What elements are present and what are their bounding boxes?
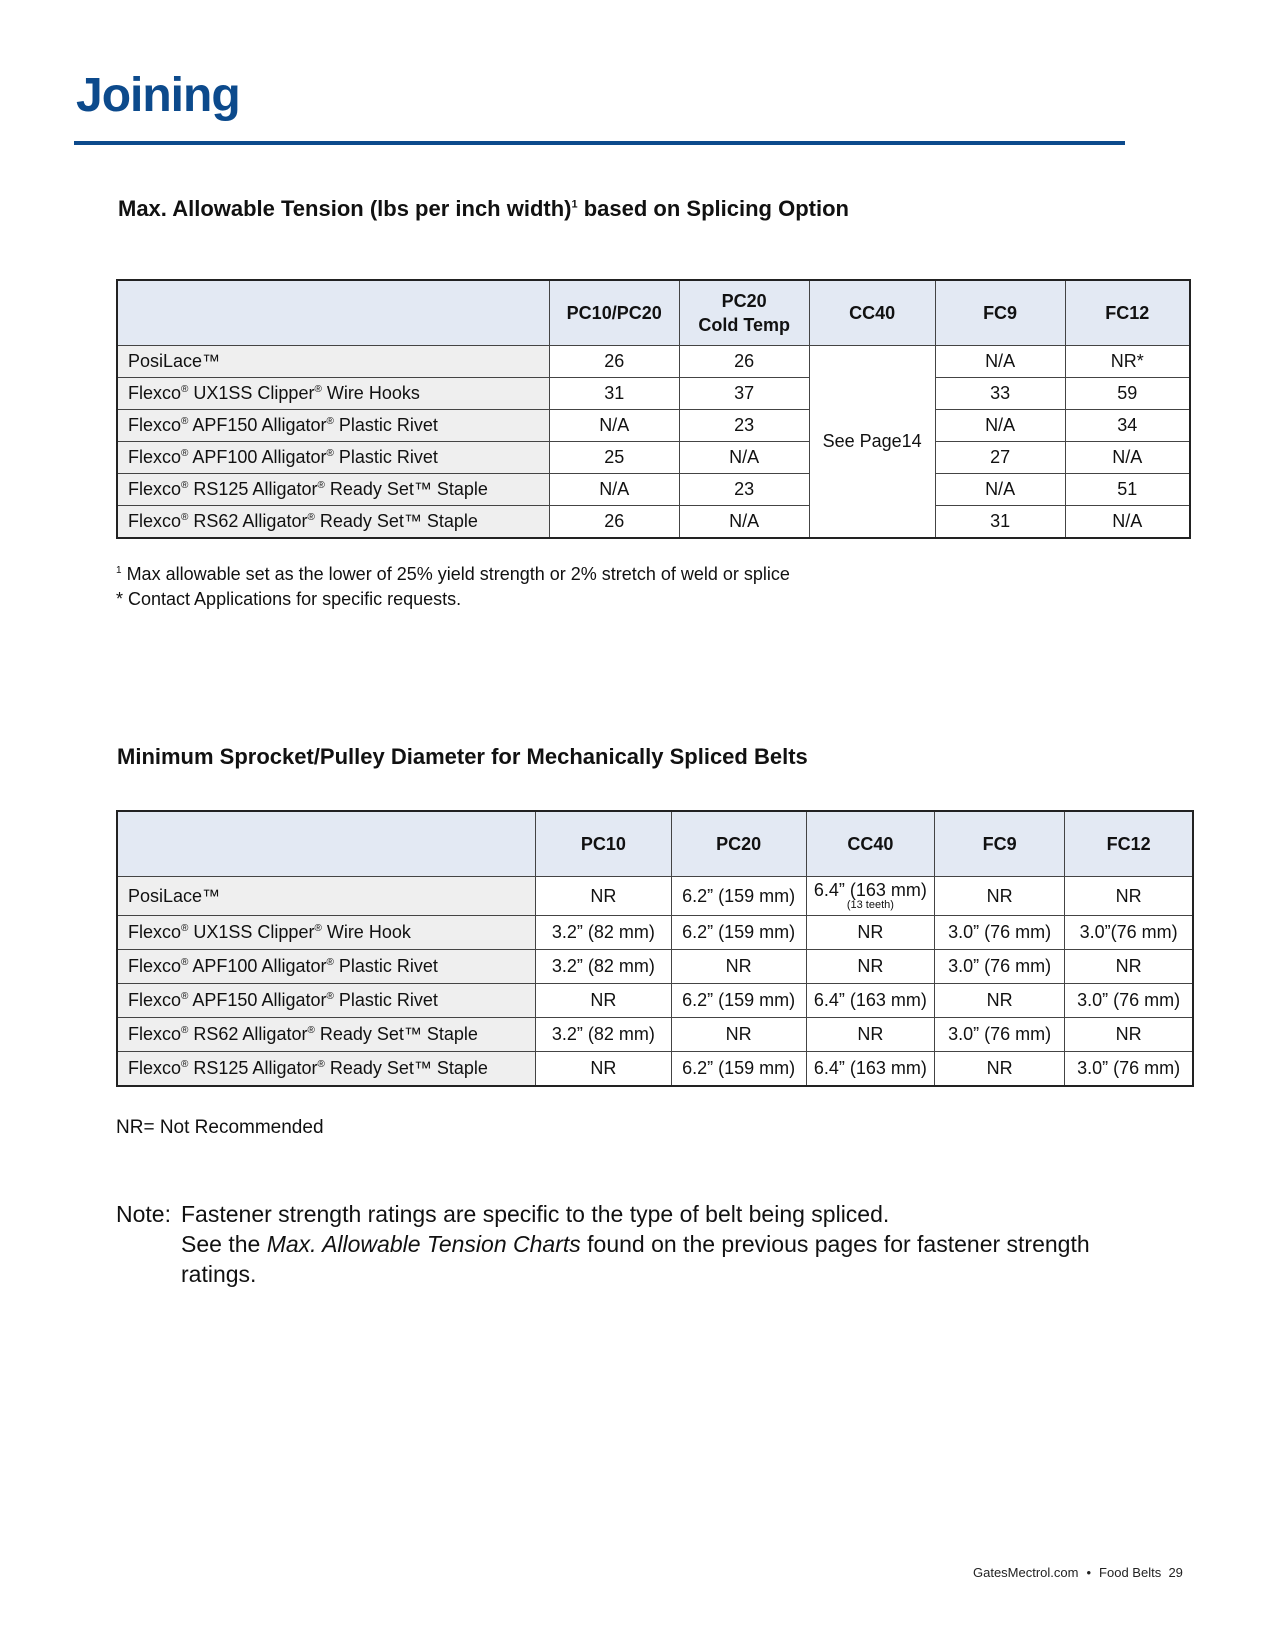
table-row [117,1018,1193,1052]
table-cell: 33 [935,378,1065,410]
table-cell: 3.2” (82 mm) [536,916,671,950]
table-row [117,506,1190,539]
teeth-note: (13 teeth) [846,899,894,911]
table-cell: 23 [679,474,809,506]
table-cell: N/A [679,506,809,539]
table-row [117,984,1193,1018]
table-cell: 34 [1065,410,1190,442]
table-cell: 51 [1065,474,1190,506]
table-cell: 26 [549,506,679,539]
column-header: FC9 [935,280,1065,346]
table-cell: NR [806,1018,934,1052]
row-label: Flexco® APF100 Alligator® Plastic Rivet [117,950,536,984]
table-cell: N/A [1065,442,1190,474]
column-header: FC12 [1065,811,1193,877]
diameter-table [116,810,1194,1087]
table-cell: 6.4” (163 mm) [806,1052,934,1087]
header-blank-cell [117,811,536,877]
table-cell: NR [671,950,806,984]
table-cell: NR [671,1018,806,1052]
column-header: PC10 [536,811,671,877]
table-cell: 6.2” (159 mm) [671,916,806,950]
table-cell: 27 [935,442,1065,474]
title-rule [74,141,1125,145]
table-cell: 3.0”(76 mm) [1065,916,1193,950]
table-cell: N/A [1065,506,1190,539]
column-header: FC12 [1065,280,1190,346]
footer-site: GatesMectrol.com [973,1565,1079,1580]
column-header: FC9 [935,811,1065,877]
row-label: Flexco® UX1SS Clipper® Wire Hook [117,916,536,950]
table-cell: 59 [1065,378,1190,410]
table-cell: 6.2” (159 mm) [671,877,806,916]
tension-table-heading: Max. Allowable Tension (lbs per inch width)$^1$ based on Splicing Option [118,196,849,221]
row-label: Flexco® UX1SS Clipper® Wire Hooks [117,378,549,410]
row-label: Flexco® APF100 Alligator® Plastic Rivet [117,442,549,474]
footer-page-number: 29 [1168,1565,1183,1580]
table-row [117,916,1193,950]
row-label: Flexco® RS125 Alligator® Ready Set™ Staple [117,474,549,506]
table-cell: 6.2” (159 mm) [671,984,806,1018]
table-cell: N/A [549,474,679,506]
tension-table [116,279,1191,539]
table-cell: 6.4” (163 mm) [806,984,934,1018]
table-cell: 6.4” (163 mm) (13 teeth) [806,877,934,916]
table-cell: 26 [679,346,809,378]
table-row [117,378,1190,410]
table-cell: 3.0” (76 mm) [935,916,1065,950]
note-body: Fastener strength ratings are specific to the type of belt being spliced. See the Max. Allowable Tension Charts found on the previous pages for fastener strength ratings. [181,1201,1090,1287]
table-cell: NR [536,877,671,916]
tension-footnote-2: * Contact Applications for specific requests. [116,589,462,609]
footer-bullet: • [1086,1565,1092,1580]
table-cell: 3.0” (76 mm) [1065,1052,1193,1087]
table-cell: 31 [549,378,679,410]
row-label: Flexco® RS125 Alligator® Ready Set™ Staple [117,1052,536,1087]
table-cell: NR [935,984,1065,1018]
table-header-row [117,280,1190,346]
table-row [117,442,1190,474]
row-label: Flexco® APF150 Alligator® Plastic Rivet [117,984,536,1018]
header-blank-cell [117,280,549,346]
table-cell: 23 [679,410,809,442]
table-cell: NR [806,916,934,950]
cc40-merged-cell: See Page14 [809,346,935,539]
table-cell: 3.0” (76 mm) [1065,984,1193,1018]
table-cell: N/A [935,410,1065,442]
table-row [117,346,1190,378]
row-label: PosiLace™ [117,877,536,916]
column-header: CC40 [806,811,934,877]
table-cell: 3.0” (76 mm) [935,1018,1065,1052]
table-row [117,474,1190,506]
table-cell: NR [1065,877,1193,916]
table-header-row [117,811,1193,877]
table-cell: NR [1065,1018,1193,1052]
footer-section: Food Belts [1099,1565,1162,1580]
column-header: PC10/PC20 [549,280,679,346]
page-footer [973,1565,1183,1580]
column-header: CC40 [809,280,935,346]
table-cell: 26 [549,346,679,378]
table-row [117,410,1190,442]
table-cell: 37 [679,378,809,410]
table-cell: NR [536,1052,671,1087]
column-header: PC20 Cold Temp [679,280,809,346]
table-row [117,950,1193,984]
table-cell: N/A [549,410,679,442]
nr-footnote: NR= Not Recommended [116,1117,324,1138]
table-cell: 6.2” (159 mm) [671,1052,806,1087]
tension-footnote-1: $^1$ Max allowable set as the lower of 25% yield strength or 2% stretch of weld or splice [116,564,790,584]
row-label: Flexco® RS62 Alligator® Ready Set™ Staple [117,1018,536,1052]
table-cell: 3.2” (82 mm) [536,1018,671,1052]
note-label: Note: [116,1201,171,1227]
table-cell: N/A [935,474,1065,506]
row-label: PosiLace™ [117,346,549,378]
table-cell: N/A [679,442,809,474]
table-cell: N/A [935,346,1065,378]
table-cell: NR [1065,950,1193,984]
diameter-table-heading: Minimum Sprocket/Pulley Diameter for Mechanically Spliced Belts [117,744,808,769]
table-cell: NR [935,877,1065,916]
table-cell: 3.2” (82 mm) [536,950,671,984]
table-cell: NR* [1065,346,1190,378]
tension-charts-reference: Max. Allowable Tension Charts [266,1231,581,1257]
table-cell: NR [536,984,671,1018]
table-cell: 25 [549,442,679,474]
table-cell: 3.0” (76 mm) [935,950,1065,984]
column-header: PC20 [671,811,806,877]
row-label: Flexco® APF150 Alligator® Plastic Rivet [117,410,549,442]
table-cell: NR [935,1052,1065,1087]
table-row [117,877,1193,916]
page-title: Joining [76,69,240,122]
table-row [117,1052,1193,1087]
row-label: Flexco® RS62 Alligator® Ready Set™ Staple [117,506,549,539]
table-cell: 31 [935,506,1065,539]
table-cell: NR [806,950,934,984]
